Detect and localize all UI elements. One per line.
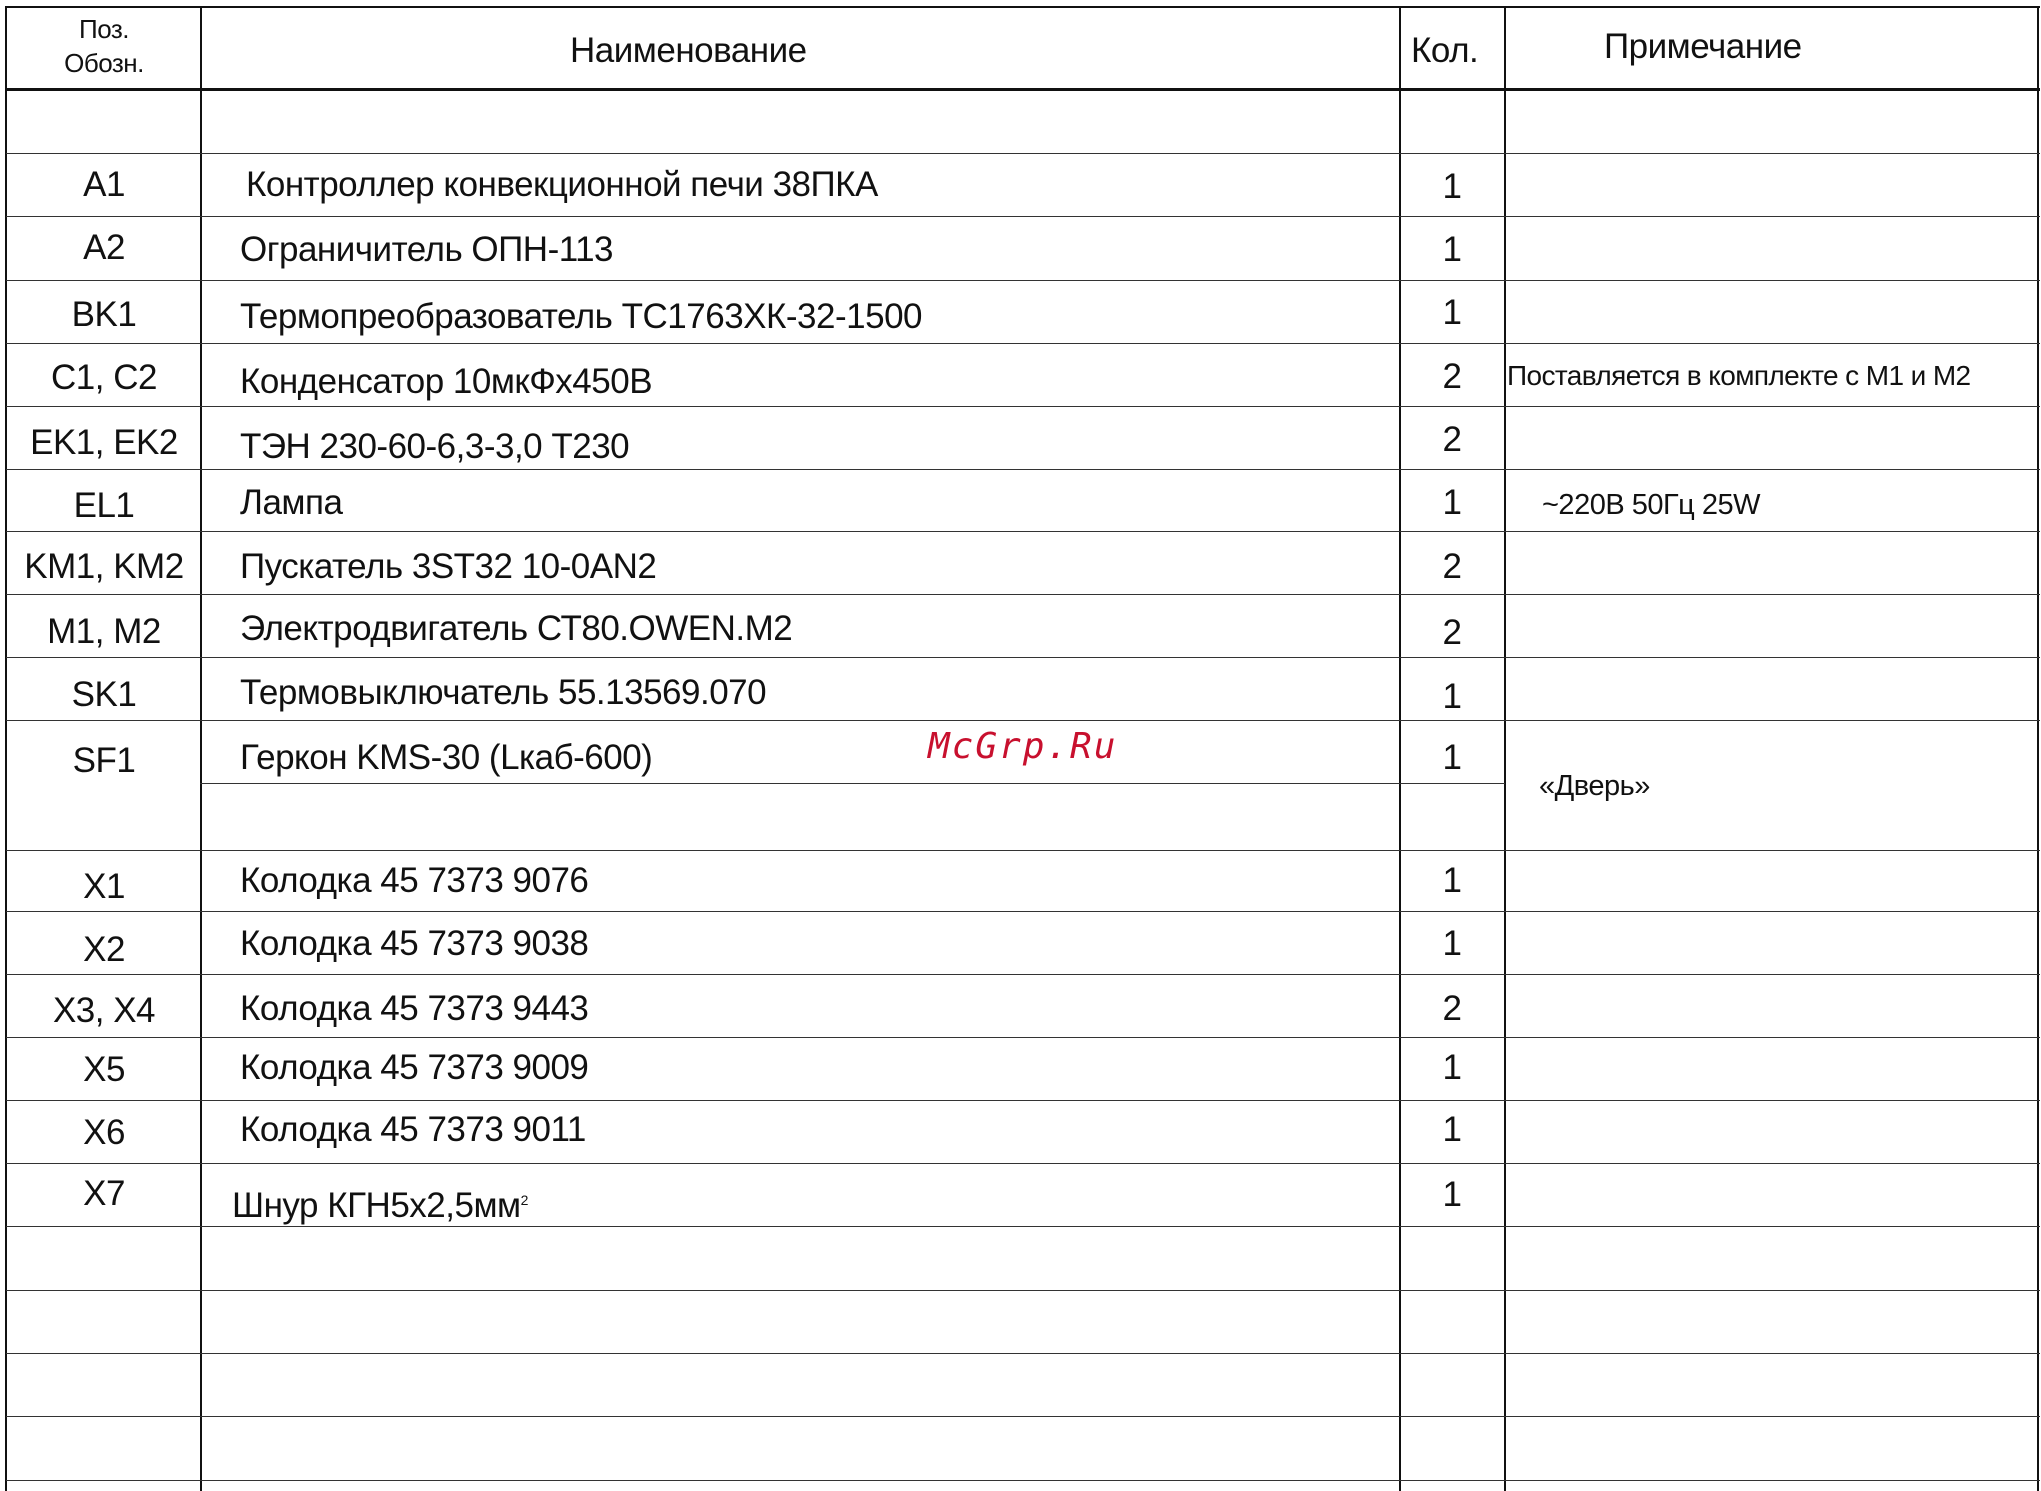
column-divider-qty bbox=[1504, 6, 1506, 1491]
cell-pos: X2 bbox=[83, 930, 125, 969]
cell-pos: EL1 bbox=[73, 486, 135, 525]
cell-qty: 1 bbox=[1442, 293, 1462, 332]
cell-pos: A2 bbox=[83, 228, 125, 267]
row-line bbox=[6, 469, 2040, 470]
table-border-top bbox=[6, 6, 2040, 8]
cell-pos: SK1 bbox=[71, 675, 137, 714]
row-line bbox=[6, 720, 2040, 721]
cell-name: Лампа bbox=[240, 483, 343, 522]
cell-qty: 1 bbox=[1442, 483, 1462, 522]
header-pos-label-line1: Поз. bbox=[79, 14, 129, 44]
row-line bbox=[6, 1290, 2040, 1291]
cell-note: ~220В 50Гц 25W bbox=[1542, 489, 1760, 521]
header-name-label: Наименование bbox=[570, 31, 807, 70]
row-line bbox=[6, 216, 2040, 217]
cell-qty: 1 bbox=[1442, 1048, 1462, 1087]
cell-qty: 2 bbox=[1442, 420, 1462, 459]
cell-qty: 1 bbox=[1442, 167, 1462, 206]
row-line bbox=[6, 850, 2040, 851]
cell-name: Геркон KMS-30 (Lкаб-600) bbox=[240, 738, 653, 777]
table-border-right bbox=[2037, 6, 2039, 1491]
cell-qty: 1 bbox=[1442, 677, 1462, 716]
header-bottom-line bbox=[6, 88, 2040, 91]
cell-pos: X3, X4 bbox=[52, 991, 156, 1030]
row-line bbox=[6, 657, 2040, 658]
row-line bbox=[6, 153, 2040, 154]
row-line bbox=[6, 531, 2040, 532]
cell-note: Поставляется в комплекте с М1 и М2 bbox=[1507, 360, 1971, 391]
row-line bbox=[6, 1480, 2040, 1481]
cell-name: Колодка 45 7373 9009 bbox=[240, 1048, 589, 1087]
row-line bbox=[6, 1226, 2040, 1227]
cell-qty: 1 bbox=[1442, 924, 1462, 963]
cell-name bbox=[232, 1186, 528, 1226]
row-line-partial bbox=[200, 783, 1505, 784]
row-line bbox=[6, 1163, 2040, 1164]
cell-name: ТЭН 230-60-6,3-3,0 Т230 bbox=[240, 427, 630, 466]
cell-name: Колодка 45 7373 9076 bbox=[240, 861, 589, 900]
cell-pos: EK1, EK2 bbox=[30, 423, 178, 462]
cell-qty: 2 bbox=[1442, 989, 1462, 1028]
cell-qty: 2 bbox=[1442, 613, 1462, 652]
cell-name: Пускатель 3ST32 10-0AN2 bbox=[240, 547, 657, 586]
cell-name: Контроллер конвекционной печи 38ПКА bbox=[246, 165, 878, 204]
cell-name: Колодка 45 7373 9443 bbox=[240, 989, 589, 1028]
cell-qty: 2 bbox=[1442, 357, 1462, 396]
cell-name: Ограничитель ОПН-113 bbox=[240, 230, 614, 269]
watermark: McGrp.Ru bbox=[928, 726, 1118, 767]
header-qty-label: Кол. bbox=[1411, 31, 1479, 70]
cell-pos: BK1 bbox=[71, 295, 137, 334]
cell-pos: M1, M2 bbox=[47, 612, 161, 651]
cell-pos: C1, C2 bbox=[51, 358, 157, 397]
cell-pos: X1 bbox=[83, 867, 125, 906]
cell-qty: 1 bbox=[1442, 1175, 1462, 1214]
header-note-label: Примечание bbox=[1604, 27, 1802, 66]
cell-qty: 1 bbox=[1442, 738, 1462, 777]
cell-name: Термовыключатель 55.13569.070 bbox=[240, 673, 767, 712]
row-line bbox=[6, 1416, 2040, 1417]
cell-name: Колодка 45 7373 9011 bbox=[240, 1110, 586, 1149]
header-pos-label-line2: Обозн. bbox=[64, 48, 144, 78]
cell-pos: X7 bbox=[83, 1174, 125, 1213]
row-line bbox=[6, 1353, 2040, 1354]
row-line bbox=[6, 594, 2040, 595]
cell-name: Электродвигатель СТ80.OWEN.M2 bbox=[240, 609, 793, 648]
row-line bbox=[6, 911, 2040, 912]
cell-name: Колодка 45 7373 9038 bbox=[240, 924, 589, 963]
row-line bbox=[6, 974, 2040, 975]
cell-qty: 2 bbox=[1442, 547, 1462, 586]
cell-name: Термопреобразователь ТС1763ХК-32-1500 bbox=[240, 297, 922, 336]
row-line bbox=[6, 1100, 2040, 1101]
cell-pos: KM1, KM2 bbox=[24, 547, 184, 586]
cell-pos: SF1 bbox=[72, 741, 136, 780]
cell-pos: X5 bbox=[83, 1050, 125, 1089]
cell-note: «Дверь» bbox=[1539, 770, 1650, 802]
cell-qty: 1 bbox=[1442, 861, 1462, 900]
cell-name-text: Шнур КГН5х2,5мм bbox=[232, 1186, 521, 1225]
row-line bbox=[6, 406, 2040, 407]
row-line bbox=[6, 280, 2040, 281]
cell-pos: X6 bbox=[83, 1113, 125, 1152]
cell-qty: 1 bbox=[1442, 230, 1462, 269]
row-line bbox=[6, 343, 2040, 344]
cell-pos: A1 bbox=[83, 165, 125, 204]
superscript: 2 bbox=[520, 1192, 528, 1208]
cell-name: Конденсатор 10мкФх450В bbox=[240, 362, 653, 401]
cell-qty: 1 bbox=[1442, 1110, 1462, 1149]
row-line bbox=[6, 1037, 2040, 1038]
